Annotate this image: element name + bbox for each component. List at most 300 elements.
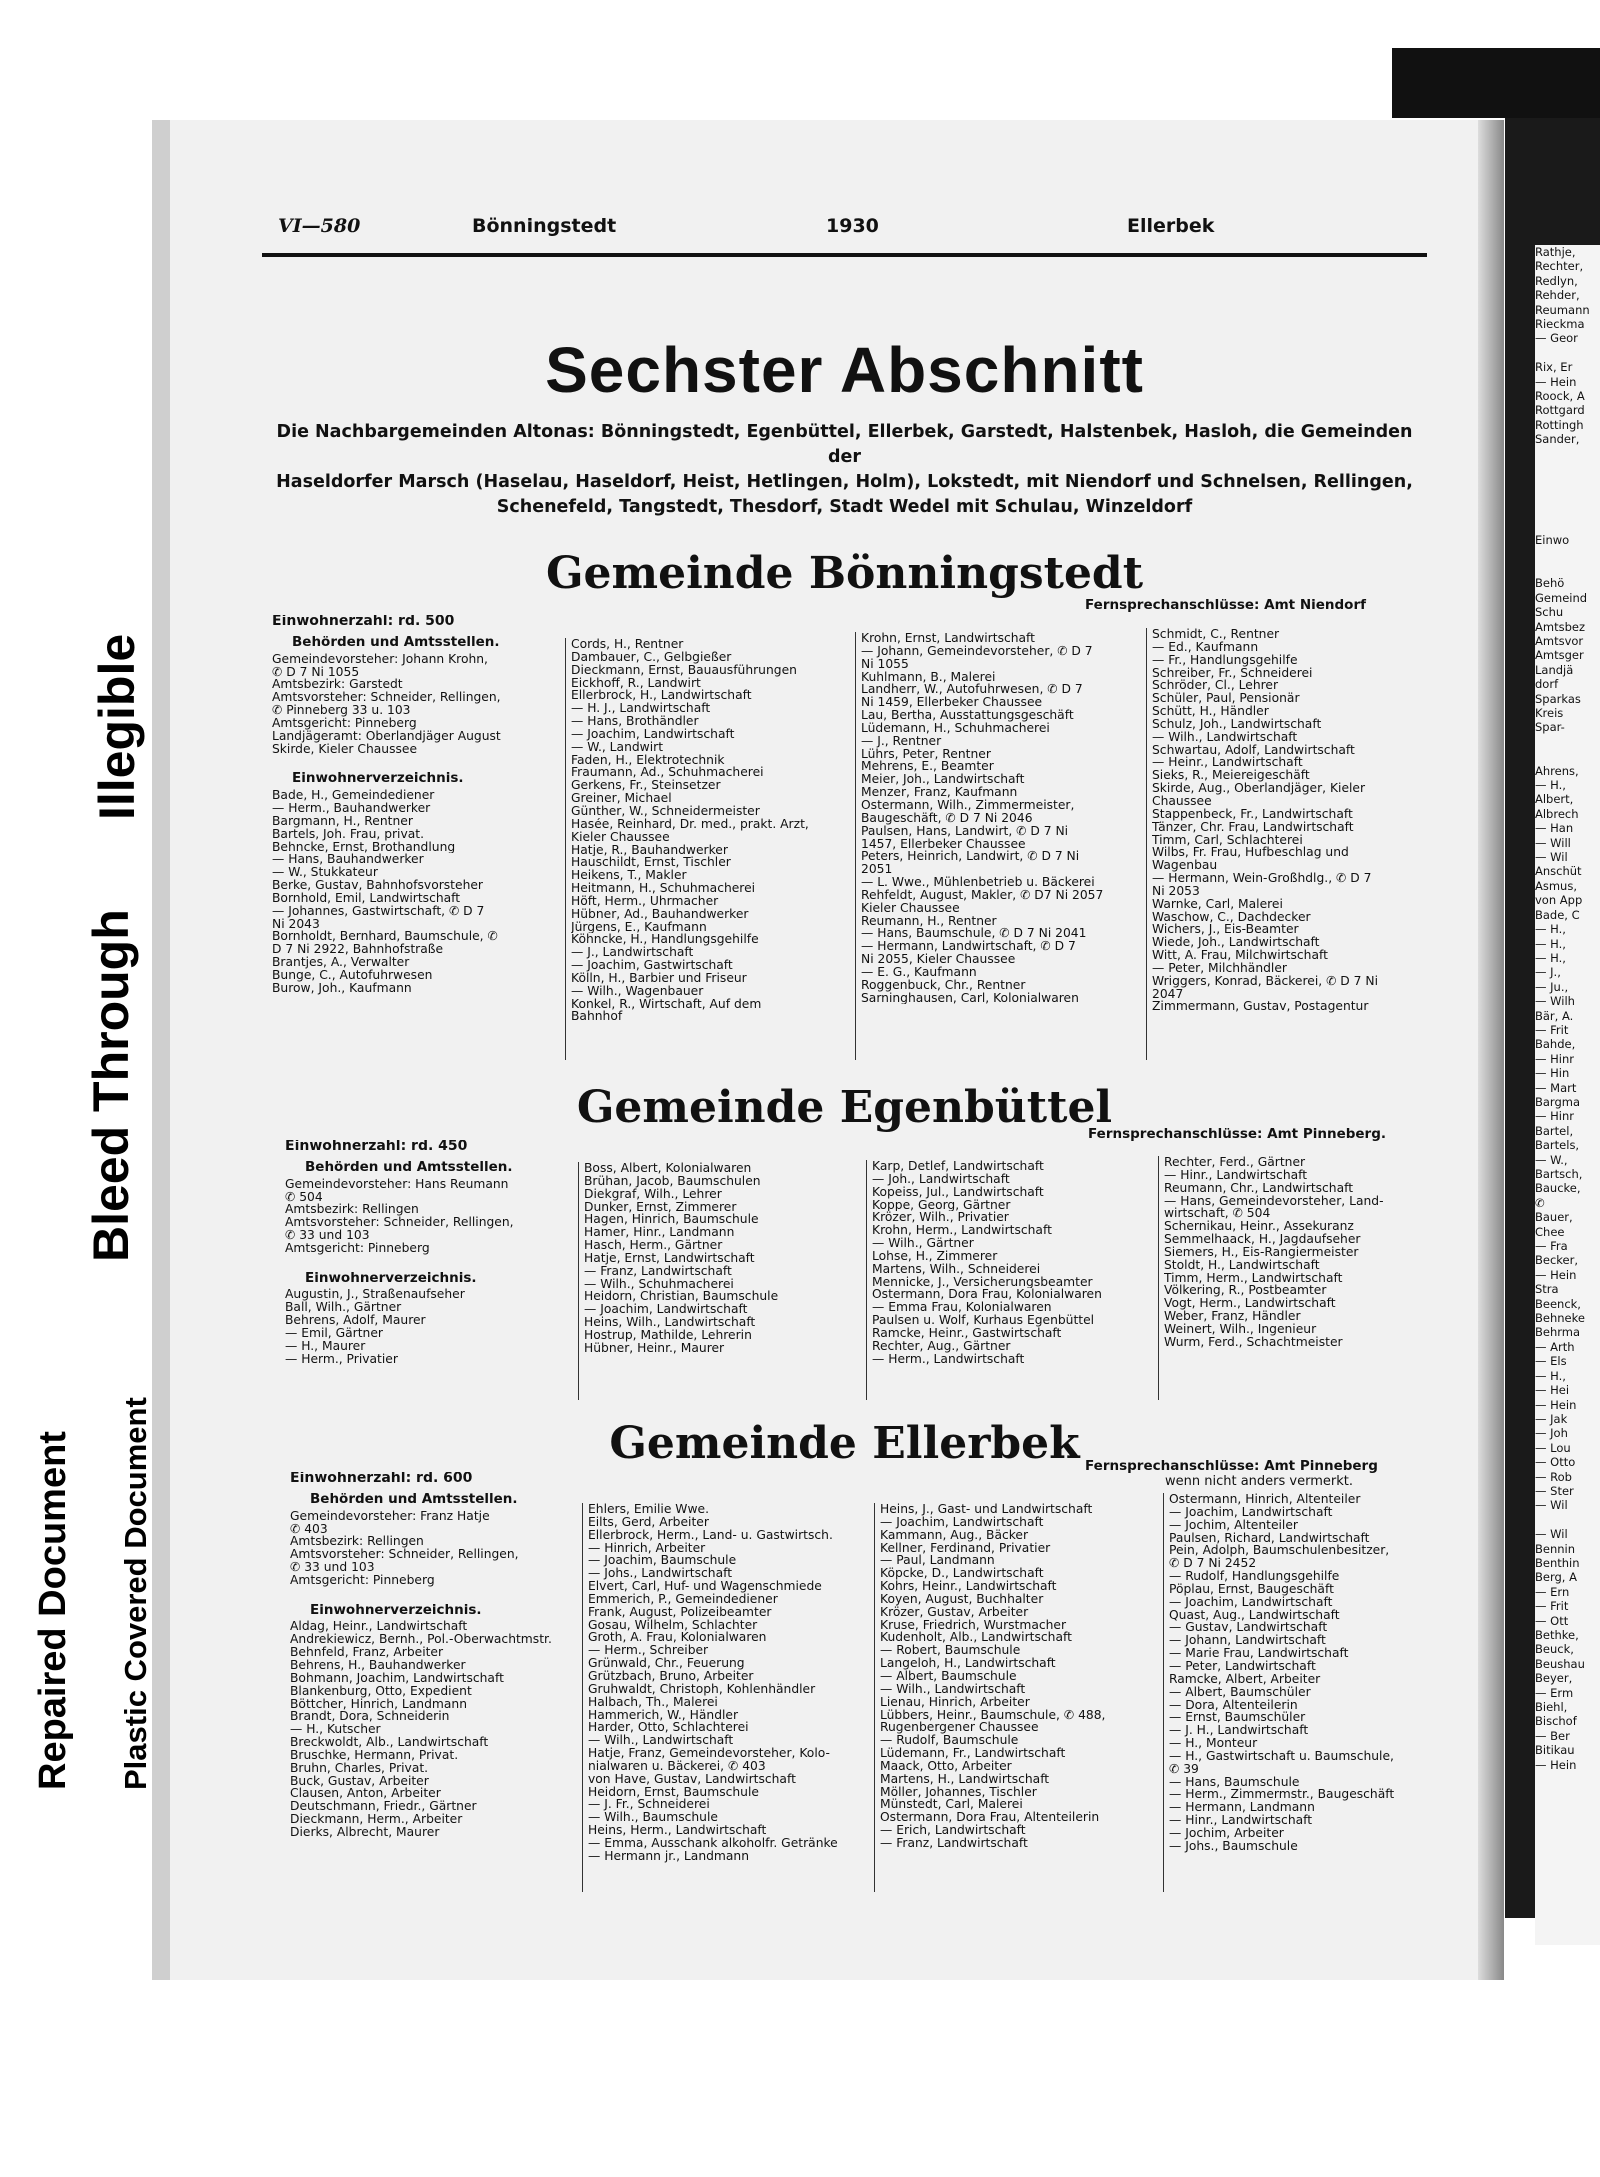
adjacent-page-line: Rechter,: [1535, 259, 1584, 274]
directory-entry: — J., Rentner: [861, 734, 942, 748]
directory-entry: — Albert, Baumschüler: [1169, 1685, 1311, 1699]
directory-entry: Buck, Gustav, Arbeiter: [290, 1774, 429, 1788]
directory-entry: Hübner, Heinr., Maurer: [584, 1341, 725, 1355]
directory-entry: Kopeiss, Jul., Landwirtschaft: [872, 1185, 1044, 1199]
directory-entry: — E. G., Kaufmann: [861, 965, 977, 979]
directory-entry: Rechter, Aug., Gärtner: [872, 1339, 1011, 1353]
directory-entry: — Hans, Gemeindevorsteher, Land-: [1164, 1194, 1384, 1208]
adjacent-page-line: — Geor: [1535, 331, 1578, 346]
label-plastic-covered-document: Plastic Covered Document: [118, 1397, 153, 1790]
adjacent-page-line: — J.,: [1535, 965, 1561, 980]
directory-entry: Kellner, Ferdinand, Privatier: [880, 1541, 1051, 1555]
directory-entry: Dieckmann, Ernst, Bauausführungen: [571, 663, 797, 677]
directory-entry: Weinert, Wilh., Ingenieur: [1164, 1322, 1317, 1336]
directory-entry: Hauschildt, Ernst, Tischler: [571, 856, 731, 870]
adjacent-page-line: Berg, A: [1535, 1570, 1577, 1585]
directory-entry: Warnke, Carl, Malerei: [1152, 897, 1283, 911]
directory-entry: Lührs, Peter, Rentner: [861, 747, 991, 761]
adjacent-page-line: Bartel,: [1535, 1123, 1574, 1138]
directory-entry: — Rudolf, Handlungsgehilfe: [1169, 1570, 1340, 1583]
adjacent-page-line: [1535, 749, 1600, 763]
scan-top-margin: [0, 0, 1600, 48]
adjacent-page-line: Chee: [1535, 1224, 1565, 1239]
directory-entry: — H. J., Landwirtschaft: [571, 702, 711, 716]
directory-entry: — Joh., Landwirtschaft: [872, 1172, 1010, 1186]
directory-entry: Elvert, Carl, Huf- und Wagenschmiede: [588, 1580, 822, 1593]
adjacent-page-line: ✆: [1535, 1195, 1545, 1210]
adjacent-page-line: Amtsger: [1535, 648, 1584, 663]
directory-entry: ✆ 39: [1169, 1762, 1199, 1776]
directory-column: [1158, 1156, 1444, 1400]
directory-entry: Weber, Franz, Händler: [1164, 1310, 1301, 1323]
directory-entry: Böttcher, Hinrich, Landmann: [290, 1697, 467, 1711]
adjacent-page-line: Einwo: [1535, 533, 1570, 548]
directory-entry: Amtsbezirk: Rellingen: [285, 1203, 419, 1217]
directory-entry: Krözer, Wilh., Privatier: [872, 1211, 1009, 1225]
directory-entry: — Hans, Baumschule: [1169, 1775, 1300, 1789]
directory-entry: — Johannes, Gastwirtschaft, ✆ D 7: [272, 904, 485, 918]
directory-entry: Hamer, Hinr., Landmann: [584, 1226, 735, 1240]
adjacent-page-line: — Frit: [1535, 1022, 1569, 1037]
directory-entry: Schröder, Cl., Lehrer: [1152, 679, 1279, 693]
adjacent-page-line: Bartsch,: [1535, 1167, 1583, 1181]
directory-entry: Dierks, Albrecht, Maurer: [290, 1825, 440, 1839]
directory-entry: Behrens, H., Bauhandwerker: [290, 1658, 466, 1672]
directory-entry: — Herm., Bauhandwerker: [272, 801, 431, 815]
directory-entry: Ostermann, Dora Frau, Kolonialwaren: [872, 1288, 1102, 1302]
adjacent-page-line: — Wil: [1535, 1498, 1568, 1513]
directory-entry: Bohmann, Joachim, Landwirtschaft: [290, 1671, 504, 1685]
directory-entry: nialwaren u. Bäckerei, ✆ 403: [588, 1759, 766, 1773]
directory-entry: Harder, Otto, Schlachterei: [588, 1721, 749, 1735]
directory-entry: — Herm., Privatier: [285, 1352, 398, 1366]
directory-entry: — Hinr., Landwirtschaft: [1164, 1168, 1308, 1182]
adjacent-page-line: Rathje,: [1535, 245, 1576, 259]
directory-entry: Dambauer, C., Gelbgießer: [571, 650, 732, 664]
adjacent-page-line: — Erm: [1535, 1685, 1574, 1700]
adjacent-page-line: [1535, 562, 1600, 576]
directory-entry: Heikens, T., Makler: [571, 869, 687, 883]
directory-entry: — Peter, Milchhändler: [1152, 961, 1287, 975]
directory-entry: Einwohnerverzeichnis.: [292, 772, 464, 786]
directory-entry: Amtsvorsteher: Schneider, Rellingen,: [285, 1216, 514, 1230]
fernsprech-note: Fernsprechanschlüsse: Amt Niendorf: [1085, 597, 1366, 613]
adjacent-page-line: Beushau: [1535, 1656, 1585, 1671]
directory-entry: — Joachim, Baumschule: [588, 1554, 737, 1568]
directory-column: [1146, 628, 1442, 1060]
directory-entry: Rehfeldt, August, Makler, ✆ D7 Ni 2057: [861, 888, 1104, 902]
directory-entry: — Joachim, Landwirtschaft: [584, 1303, 748, 1317]
directory-entry: Amtsbezirk: Rellingen: [290, 1535, 424, 1549]
adjacent-page-line: Redlyn,: [1535, 273, 1578, 288]
directory-entry: von Have, Gustav, Landwirtschaft: [588, 1772, 796, 1786]
directory-entry: Schreiber, Fr., Schneiderei: [1152, 666, 1313, 680]
directory-entry: Grützbach, Bruno, Arbeiter: [588, 1669, 754, 1683]
directory-entry: Hatje, R., Bauhandwerker: [571, 843, 728, 857]
directory-entry: Paulsen, Hans, Landwirt, ✆ D 7 Ni: [861, 824, 1069, 838]
directory-entry: Lüdemann, Fr., Landwirtschaft: [880, 1747, 1066, 1760]
directory-entry: — Johann, Gemeindevorsteher, ✆ D 7: [861, 644, 1093, 658]
directory-entry: Augustin, J., Straßenaufseher: [285, 1288, 465, 1302]
adjacent-page-line: [1535, 504, 1600, 518]
adjacent-page-line: — Frit: [1535, 1599, 1569, 1614]
directory-entry: Paulsen, Richard, Landwirtschaft: [1169, 1531, 1370, 1545]
directory-entry: — Hermann, Landmann: [1169, 1801, 1315, 1815]
directory-entry: Gruhwaldt, Christoph, Kohlenhändler: [588, 1682, 816, 1696]
directory-entry: Amtsvorsteher: Schneider, Rellingen,: [272, 691, 501, 705]
gemeinde-title: Gemeinde Egenbüttel: [576, 1082, 1113, 1133]
directory-entry: Behrens, Adolf, Maurer: [285, 1314, 426, 1327]
directory-entry: Günther, W., Schneidermeister: [571, 804, 760, 818]
directory-entry: Völkering, R., Postbeamter: [1164, 1284, 1327, 1298]
directory-entry: — Hans, Baumschule, ✆ D 7 Ni 2041: [861, 927, 1087, 941]
directory-entry: Maack, Otto, Arbeiter: [880, 1759, 1012, 1773]
scan-edge-bar: [1392, 48, 1600, 118]
directory-column: [578, 1162, 864, 1400]
directory-entry: — Joachim, Gastwirtschaft: [571, 959, 733, 972]
adjacent-page-line: — Els: [1535, 1354, 1567, 1369]
directory-entry: — Wilh., Gärtner: [872, 1237, 974, 1250]
directory-entry: — Wilh., Landwirtschaft: [1152, 730, 1298, 744]
directory-entry: Bahnhof: [571, 1010, 623, 1024]
subtitle-line: Schenefeld, Tangstedt, Thesdorf, Stadt Wedel mit Schulau, Winzeldorf: [496, 497, 1193, 517]
directory-entry: — Hermann, Wein-Großhdlg., ✆ D 7: [1152, 872, 1372, 885]
adjacent-page-line: Rottgard: [1535, 403, 1585, 418]
adjacent-page-line: Albrech: [1535, 806, 1579, 821]
adjacent-page-line: [1535, 548, 1600, 562]
directory-entry: Krözer, Gustav, Arbeiter: [880, 1605, 1029, 1619]
directory-entry: Ni 1459, Ellerbeker Chaussee: [861, 696, 1043, 710]
adjacent-page-line: Bahde,: [1535, 1037, 1576, 1052]
adjacent-page-line: — Hein: [1535, 1267, 1577, 1282]
adjacent-page-line: Behö: [1535, 576, 1565, 591]
label-repaired-document: Repaired Document: [32, 1431, 74, 1790]
directory-column: [582, 1503, 878, 1892]
adjacent-page-line: Bennin: [1535, 1541, 1576, 1556]
header-left-place: Bönningstedt: [472, 215, 617, 237]
adjacent-page-line: Bartels,: [1535, 1138, 1580, 1153]
adjacent-page-line: Sparkas: [1535, 691, 1581, 706]
directory-entry: Bargmann, H., Rentner: [272, 814, 413, 828]
directory-entry: ✆ D 7 Ni 2452: [1169, 1557, 1257, 1571]
directory-entry: Peters, Heinrich, Landwirt, ✆ D 7 Ni: [861, 850, 1080, 864]
adjacent-page-line: — Wilh: [1535, 994, 1575, 1009]
adjacent-page-line: — Rob: [1535, 1469, 1572, 1484]
directory-entry: — Jochim, Altenteiler: [1169, 1518, 1298, 1532]
directory-column: [874, 1503, 1165, 1892]
directory-entry: Kohrs, Heinr., Landwirtschaft: [880, 1580, 1057, 1593]
directory-entry: Clausen, Anton, Arbeiter: [290, 1787, 441, 1801]
directory-entry: — Marie Frau, Landwirtschaft: [1169, 1647, 1349, 1660]
directory-entry: — Albert, Baumschule: [880, 1669, 1017, 1683]
directory-entry: Schulz, Joh., Landwirtschaft: [1152, 717, 1322, 731]
directory-entry: Hatje, Franz, Gemeindevorsteher, Kolo-: [588, 1747, 830, 1760]
directory-entry: Köhncke, H., Handlungsgehilfe: [571, 933, 759, 947]
directory-entry: — Jochim, Arbeiter: [1169, 1826, 1284, 1840]
directory-entry: — Paul, Landmann: [880, 1554, 995, 1568]
directory-entry: Schütt, H., Händler: [1152, 705, 1269, 718]
directory-entry: Bartels, Joh. Frau, privat.: [272, 827, 425, 841]
directory-entry: Sieks, R., Meiereigeschäft: [1152, 769, 1310, 783]
directory-entry: Lüdemann, H., Schuhmacherei: [861, 721, 1050, 735]
directory-entry: — Joachim, Landwirtschaft: [1169, 1505, 1333, 1519]
directory-entry: Heins, J., Gast- und Landwirtschaft: [880, 1503, 1093, 1516]
directory-entry: Vogt, Herm., Landwirtschaft: [1164, 1297, 1336, 1311]
directory-entry: — Joachim, Landwirtschaft: [571, 727, 735, 741]
adjacent-page-line: Amtsvor: [1535, 633, 1584, 648]
directory-entry: Konkel, R., Wirtschaft, Auf dem: [571, 997, 762, 1011]
directory-entry: Menzer, Franz, Kaufmann: [861, 786, 1018, 799]
directory-entry: Skirde, Kieler Chaussee: [272, 742, 418, 756]
directory-entry: Stoldt, H., Landwirtschaft: [1164, 1258, 1320, 1272]
directory-entry: — Wilh., Wagenbauer: [571, 984, 704, 998]
directory-entry: Ramcke, Albert, Arbeiter: [1169, 1672, 1321, 1686]
directory-entry: [290, 1587, 580, 1600]
directory-entry: Witt, A. Frau, Milchwirtschaft: [1152, 949, 1328, 962]
subtitle-line: Die Nachbargemeinden Altonas: Bönningstedt, Egenbüttel, Ellerbek, Garstedt, Halstenbek, Hasloh, die Gemeinden der: [276, 422, 1413, 467]
adjacent-page-line: Behneke: [1535, 1311, 1585, 1326]
directory-entry: Pein, Adolph, Baumschulenbesitzer,: [1169, 1544, 1390, 1558]
adjacent-page-line: [1535, 447, 1600, 461]
adjacent-page-line: — Arth: [1535, 1339, 1575, 1354]
gemeinde-title: Gemeinde Ellerbek: [609, 1418, 1080, 1469]
directory-entry: Tänzer, Chr. Frau, Landwirtschaft: [1152, 820, 1354, 834]
directory-entry: Bornholdt, Bernhard, Baumschule, ✆: [272, 930, 498, 944]
directory-entry: Bade, H., Gemeindediener: [272, 789, 435, 802]
directory-entry: Amtsbezirk: Garstedt: [272, 678, 403, 692]
directory-entry: Ni 2053: [1152, 884, 1200, 898]
directory-entry: — Herm., Landwirtschaft: [872, 1352, 1025, 1366]
adjacent-page-line: — Hin: [1535, 1066, 1570, 1081]
directory-entry: Breckwoldt, Alb., Landwirtschaft: [290, 1736, 489, 1749]
directory-entry: Münstedt, Carl, Malerei: [880, 1798, 1023, 1812]
adjacent-page-line: [1535, 461, 1600, 475]
directory-entry: Gerkens, Fr., Steinsetzer: [571, 779, 721, 793]
directory-entry: Zimmermann, Gustav, Postagentur: [1152, 1000, 1369, 1014]
adjacent-page-line: dorf: [1535, 677, 1559, 692]
directory-entry: — Franz, Landwirtschaft: [584, 1264, 732, 1278]
directory-entry: Reumann, Chr., Landwirtschaft: [1164, 1181, 1354, 1195]
adjacent-page-line: — Hinr: [1535, 1109, 1575, 1124]
directory-entry: — Joachim, Landwirtschaft: [880, 1515, 1044, 1529]
directory-entry: — Robert, Baumschule: [880, 1644, 1021, 1658]
adjacent-page-line: Bethke,: [1535, 1628, 1579, 1642]
adjacent-page-line: Rehder,: [1535, 288, 1580, 303]
directory-entry: ✆ 33 und 103: [290, 1561, 375, 1574]
adjacent-page-line: — H.,: [1535, 936, 1566, 951]
directory-entry: — Wilh., Baumschule: [588, 1811, 718, 1825]
adjacent-page-line: — Hein: [1535, 1757, 1577, 1772]
directory-entry: Hatje, Ernst, Landwirtschaft: [584, 1251, 755, 1265]
directory-entry: ✆ 403: [290, 1522, 328, 1536]
adjacent-page-line: — Ern: [1535, 1584, 1570, 1599]
directory-entry: Heidorn, Ernst, Baumschule: [588, 1785, 759, 1799]
directory-entry: Eilts, Gerd, Arbeiter: [588, 1515, 709, 1529]
directory-entry: Gosau, Wilhelm, Schlachter: [588, 1618, 758, 1632]
adjacent-page-line: [1535, 346, 1600, 360]
directory-entry: — Hinr., Landwirtschaft: [1169, 1814, 1313, 1827]
fernsprech-note: Fernsprechanschlüsse: Amt Pinneberg: [1085, 1458, 1378, 1474]
directory-entry: Einwohnerzahl: rd. 600: [290, 1472, 473, 1485]
directory-entry: — Johs., Baumschule: [1169, 1839, 1298, 1853]
directory-entry: — Hans, Bauhandwerker: [272, 853, 424, 867]
adjacent-page-line: — Ju.,: [1535, 979, 1569, 994]
directory-entry: Semmelhaack, H., Jagdaufseher: [1164, 1233, 1361, 1246]
adjacent-page-line: Behrma: [1535, 1325, 1581, 1340]
directory-entry: Brantjes, A., Verwalter: [272, 956, 410, 969]
adjacent-page-line: [1535, 1513, 1600, 1527]
directory-entry: Hübner, Ad., Bauhandwerker: [571, 907, 749, 921]
adjacent-page-line: — Fra: [1535, 1239, 1568, 1254]
directory-entry: Bunge, C., Autofuhrwesen: [272, 968, 433, 982]
directory-entry: Lübbers, Heinr., Baumschule, ✆ 488,: [880, 1708, 1106, 1722]
adjacent-page-line: Bischof: [1535, 1714, 1577, 1729]
directory-entry: Stappenbeck, Fr., Landwirtschaft: [1152, 807, 1353, 821]
directory-entry: Fraumann, Ad., Schuhmacherei: [571, 766, 764, 780]
directory-entry: Hagen, Hinrich, Baumschule: [584, 1213, 759, 1227]
directory-entry: Aldag, Heinr., Landwirtschaft: [290, 1620, 468, 1634]
directory-entry: Meier, Joh., Landwirtschaft: [861, 773, 1025, 787]
directory-entry: 2051: [861, 863, 893, 877]
adjacent-page-line: Rieckma: [1535, 317, 1585, 332]
adjacent-page-line: Gemeind: [1535, 590, 1588, 605]
directory-entry: Dieckmann, Herm., Arbeiter: [290, 1813, 463, 1826]
directory-entry: Rugenbergener Chaussee: [880, 1721, 1039, 1735]
directory-entry: Ellerbrock, H., Landwirtschaft: [571, 689, 752, 703]
directory-entry: Hammerich, W., Händler: [588, 1708, 739, 1722]
directory-entry: Kammann, Aug., Bäcker: [880, 1528, 1029, 1542]
directory-entry: Krohn, Herm., Landwirtschaft: [872, 1224, 1052, 1238]
directory-entry: Chaussee: [1152, 794, 1212, 808]
subtitle-line: Haseldorfer Marsch (Haselau, Haseldorf, Heist, Hetlingen, Holm), Lokstedt, mit Niendorf und Schnelsen, Rellingen,: [276, 472, 1413, 492]
directory-entry: Bornhold, Emil, Landwirtschaft: [272, 891, 461, 905]
adjacent-page-line: Schu: [1535, 605, 1564, 620]
directory-entry: 1457, Ellerbeker Chaussee: [861, 837, 1026, 851]
directory-entry: Hostrup, Mathilde, Lehrerin: [584, 1328, 752, 1342]
adjacent-page-line: Bär, A.: [1535, 1008, 1574, 1023]
adjacent-page-line: — Otto: [1535, 1455, 1576, 1470]
directory-entry: Bruhn, Charles, Privat.: [290, 1761, 429, 1775]
directory-entry: Eickhoff, R., Landwirt: [571, 676, 701, 690]
directory-entry: Mehrens, E., Beamter: [861, 760, 994, 774]
directory-entry: Ostermann, Dora Frau, Altenteilerin: [880, 1811, 1100, 1825]
directory-entry: Berke, Gustav, Bahnhofsvorsteher: [272, 879, 483, 892]
directory-entry: — Emil, Gärtner: [285, 1326, 383, 1340]
directory-entry: — Dora, Altenteilerin: [1169, 1698, 1298, 1712]
directory-entry: Emmerich, P., Gemeindediener: [588, 1592, 778, 1606]
directory-entry: ✆ Pinneberg 33 u. 103: [272, 704, 411, 717]
directory-entry: Pöplau, Ernst, Baugeschäft: [1169, 1582, 1334, 1596]
directory-entry: Lau, Bertha, Ausstattungsgeschäft: [861, 709, 1074, 722]
directory-entry: Kieler Chaussee: [861, 901, 960, 915]
label-illegible: Illegible: [89, 633, 145, 820]
fernsprech-note: Fernsprechanschlüsse: Amt Pinneberg.: [1088, 1126, 1386, 1142]
scan-bottom-margin: [0, 2030, 1600, 2177]
adjacent-page-line: Bauer,: [1535, 1210, 1573, 1225]
directory-entry: Einwohnerzahl: rd. 450: [285, 1140, 468, 1153]
adjacent-page-line: Ahrens,: [1535, 763, 1579, 778]
directory-entry: Einwohnerzahl: rd. 500: [272, 615, 455, 628]
header-page-ref: VI—580: [278, 215, 361, 237]
directory-entry: Kölln, H., Barbier und Friseur: [571, 971, 747, 985]
adjacent-page-line: Anschüt: [1535, 864, 1582, 879]
directory-entry: Siemers, H., Eis-Rangiermeister: [1164, 1245, 1359, 1259]
adjacent-page-line: — Joh: [1535, 1426, 1568, 1441]
directory-entry: — Hermann jr., Landmann: [588, 1849, 750, 1863]
adjacent-page-line: — Wil: [1535, 850, 1568, 865]
directory-entry: Amtsgericht: Pinneberg: [290, 1573, 435, 1587]
adjacent-page-line: Benthin: [1535, 1555, 1580, 1570]
directory-entry: — Fr., Handlungsgehilfe: [1152, 653, 1298, 667]
directory-entry: — Johs., Landwirtschaft: [588, 1567, 733, 1581]
adjacent-page-line: [1535, 490, 1600, 504]
directory-entry: Reumann, H., Rentner: [861, 914, 997, 928]
directory-entry: Einwohnerverzeichnis.: [310, 1603, 482, 1617]
directory-entry: Lohse, H., Zimmerer: [872, 1249, 998, 1263]
directory-entry: Skirde, Aug., Oberlandjäger, Kieler: [1152, 782, 1366, 795]
directory-entry: — Wilh., Landwirtschaft: [588, 1734, 734, 1748]
directory-entry: Martens, H., Landwirtschaft: [880, 1772, 1050, 1786]
adjacent-page-line: — Wil: [1535, 1527, 1568, 1542]
adjacent-page-line: Kreis: [1535, 706, 1564, 720]
adjacent-page-line: von App: [1535, 893, 1583, 908]
directory-entry: Gemeindevorsteher: Johann Krohn,: [272, 652, 488, 666]
directory-entry: Wurm, Ferd., Schachtmeister: [1164, 1335, 1343, 1349]
directory-entry: — Emma Frau, Kolonialwaren: [872, 1301, 1052, 1315]
directory-entry: Diekgraf, Wilh., Lehrer: [584, 1187, 722, 1201]
directory-entry: Landherr, W., Autofuhrwesen, ✆ D 7: [861, 683, 1083, 697]
adjacent-page-line: — H.,: [1535, 950, 1566, 965]
adjacent-page-line: [1535, 519, 1600, 533]
directory-entry: Behörden und Amtsstellen.: [292, 635, 500, 649]
directory-entry: Ball, Wilh., Gärtner: [285, 1301, 402, 1315]
adjacent-page-line: — H.,: [1535, 922, 1566, 937]
adjacent-page-line: Rottingh: [1535, 417, 1584, 432]
directory-column: [285, 1140, 575, 1400]
adjacent-page-line: — Han: [1535, 821, 1574, 836]
directory-entry: Blankenburg, Otto, Expedient: [290, 1684, 472, 1698]
directory-entry: Quast, Aug., Landwirtschaft: [1169, 1608, 1340, 1622]
adjacent-page-line: — Ott: [1535, 1613, 1569, 1628]
directory-entry: Ellerbrock, Herm., Land- u. Gastwirtsch.: [588, 1528, 833, 1542]
directory-entry: Greiner, Michael: [571, 792, 672, 805]
adjacent-page-line: [1535, 735, 1600, 749]
directory-entry: — H., Monteur: [1169, 1737, 1258, 1750]
directory-entry: — W., Stukkateur: [272, 866, 378, 880]
directory-entry: Mennicke, J., Versicherungsbeamter: [872, 1275, 1093, 1289]
directory-entry: Koppe, Georg, Gärtner: [872, 1198, 1011, 1212]
directory-entry: — W., Landwirt: [571, 740, 664, 754]
adjacent-page-line: Reumann: [1535, 302, 1590, 317]
directory-entry: Ni 2043: [272, 917, 320, 931]
adjacent-page-line: Rix, Er: [1535, 360, 1573, 375]
directory-entry: — Peter, Landwirtschaft: [1169, 1659, 1316, 1673]
directory-entry: Einwohnerverzeichnis.: [305, 1271, 477, 1285]
directory-entry: Höft, Herm., Uhrmacher: [571, 894, 719, 908]
adjacent-page-line: Bargma: [1535, 1094, 1581, 1109]
directory-entry: Karp, Detlef, Landwirtschaft: [872, 1160, 1044, 1173]
directory-entry: — Wilh., Schuhmacherei: [584, 1277, 734, 1291]
directory-entry: — L. Wwe., Mühlenbetrieb u. Bäckerei: [861, 876, 1095, 889]
adjacent-page-line: Bitikau: [1535, 1743, 1575, 1758]
directory-entry: Amtsgericht: Pinneberg: [285, 1241, 430, 1255]
directory-entry: Timm, Herm., Landwirtschaft: [1164, 1271, 1343, 1285]
adjacent-page-line: Albert,: [1535, 792, 1574, 807]
directory-entry: Kuhlmann, B., Malerei: [861, 670, 996, 684]
directory-entry: [285, 1255, 575, 1268]
directory-entry: Amtsvorsteher: Schneider, Rellingen,: [290, 1548, 519, 1562]
directory-entry: Schernikau, Heinr., Assekuranz: [1164, 1220, 1354, 1234]
